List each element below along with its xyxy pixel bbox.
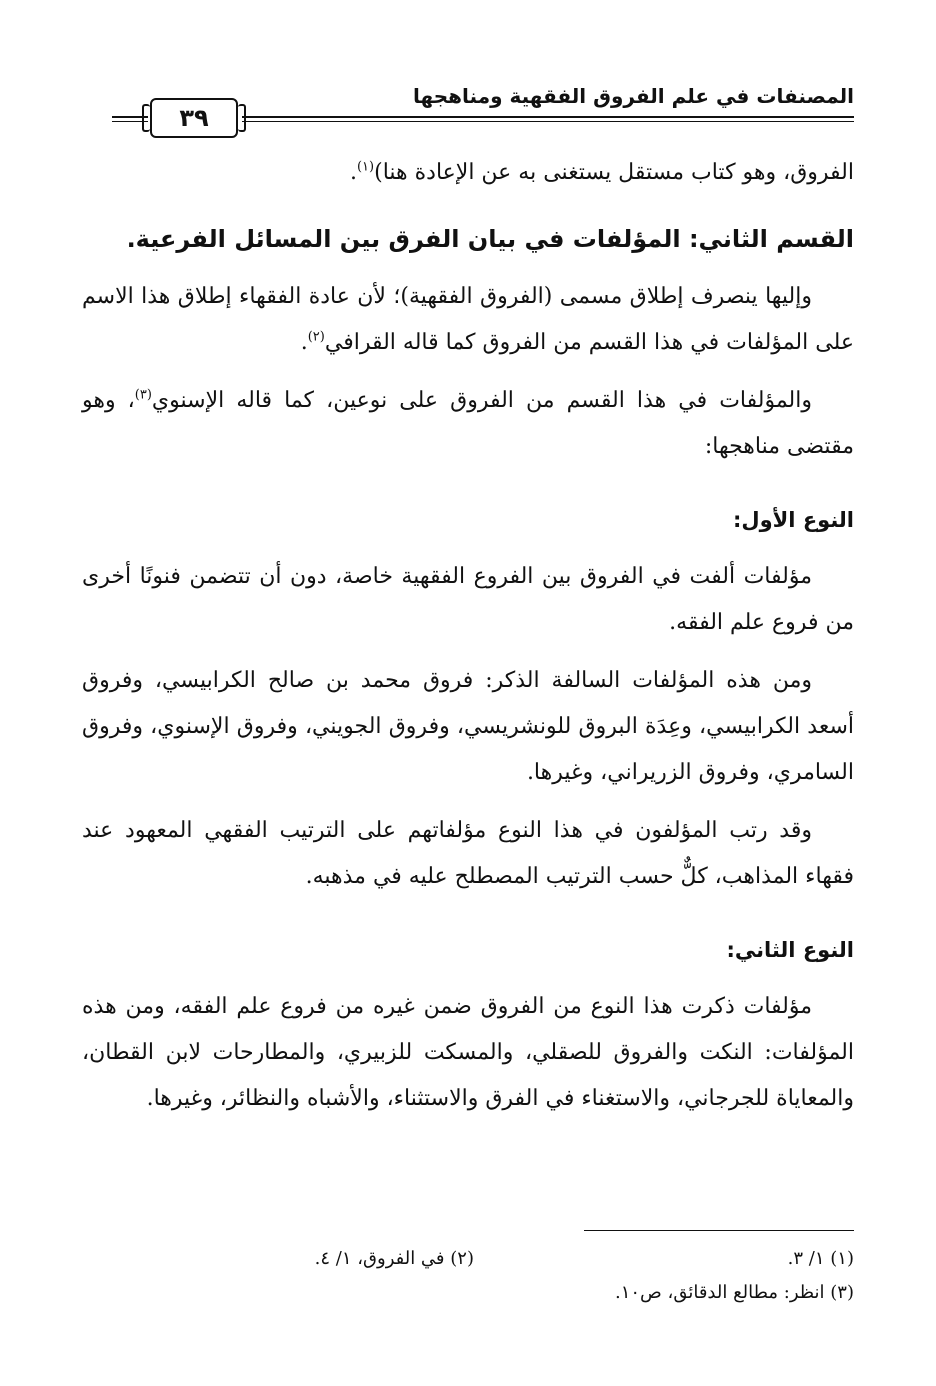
section-heading: القسم الثاني: المؤلفات في بيان الفرق بين المسائل الفرعية. <box>126 225 854 253</box>
running-title: المصنفات في علم الفروق الفقهية ومناهجها <box>413 84 854 108</box>
paragraph-1 <box>82 150 854 196</box>
paragraph-2-end: . <box>300 330 308 355</box>
paragraph-5: ومن هذه المؤلفات السالفة الذكر: فروق محمد بن صالح الكرابيسي، وفروق أسعد الكرابيسي، وعِدَة البروق للونشريسي، وفروق الجويني، وفروق الإسنوي، وفروق السامري، وفروق الزريراني، وغيرها. <box>82 668 854 785</box>
footnote-2: (٢) في الفروق، ١/ ٤. <box>314 1248 474 1269</box>
paragraph-3-end: ، وهو مقتضى مناهجها: <box>82 388 854 459</box>
subheading-type-one: النوع الأول: <box>733 508 854 532</box>
paragraph-3 <box>82 378 854 470</box>
paragraph-2 <box>82 274 854 366</box>
paragraph-4: مؤلفات ألفت في الفروق بين الفروع الفقهية خاصة، دون أن تتضمن فنونًا أخرى من فروع علم الفقه. <box>82 564 854 635</box>
header-rule-short <box>112 116 148 122</box>
header-rule <box>242 116 854 122</box>
footnote-separator <box>584 1230 854 1231</box>
paragraph-3-text: والمؤلفات في هذا القسم من الفروق على نوعين، كما قاله الإسنوي <box>151 388 812 413</box>
paragraph-6: وقد رتب المؤلفون في هذا النوع مؤلفاتهم على الترتيب الفقهي المعهود عند فقهاء المذاهب، كلٌّ حسب الترتيب المصطلح عليه في مذهبه. <box>82 818 854 889</box>
footnote-row <box>82 1276 854 1310</box>
footnote-ref-2: (٢) <box>307 329 325 345</box>
footnote-row <box>82 1242 854 1276</box>
page-body <box>82 150 854 1122</box>
paragraph-1-text: الفروق، وهو كتاب مستقل يستغنى به عن الإعادة هنا) <box>374 160 854 185</box>
footnotes <box>82 1242 854 1310</box>
book-page <box>82 70 854 1370</box>
paragraph-1-end: . <box>349 160 357 185</box>
paragraph-7: مؤلفات ذكرت هذا النوع من الفروق ضمن غيره من فروع علم الفقه، ومن هذه المؤلفات: النكت والفروق للصقلي، والمسكت للزبيري، والمطارحات لابن القطان، والمعاياة للجرجاني، والاستغناء في الفرق والاستثناء، والأشباه والنظائر، وغيرها. <box>82 994 854 1111</box>
footnote-3: (٣) انظر: مطالع الدقائق، ص١٠. <box>614 1282 854 1303</box>
footnote-ref-1: (١) <box>356 159 375 175</box>
footnote-ref-3: (٣) <box>134 387 152 403</box>
paragraph-2-text: وإليها ينصرف إطلاق مسمى (الفروق الفقهية)؛ لأن عادة الفقهاء إطلاق هذا الاسم على المؤلفات في هذا القسم من الفروق كما قاله القرافي <box>82 284 854 355</box>
page-number: ٣٩ <box>150 98 238 138</box>
running-header <box>82 70 854 142</box>
footnote-1: (١) ١/ ٣. <box>787 1248 854 1269</box>
subheading-type-two: النوع الثاني: <box>726 938 854 962</box>
